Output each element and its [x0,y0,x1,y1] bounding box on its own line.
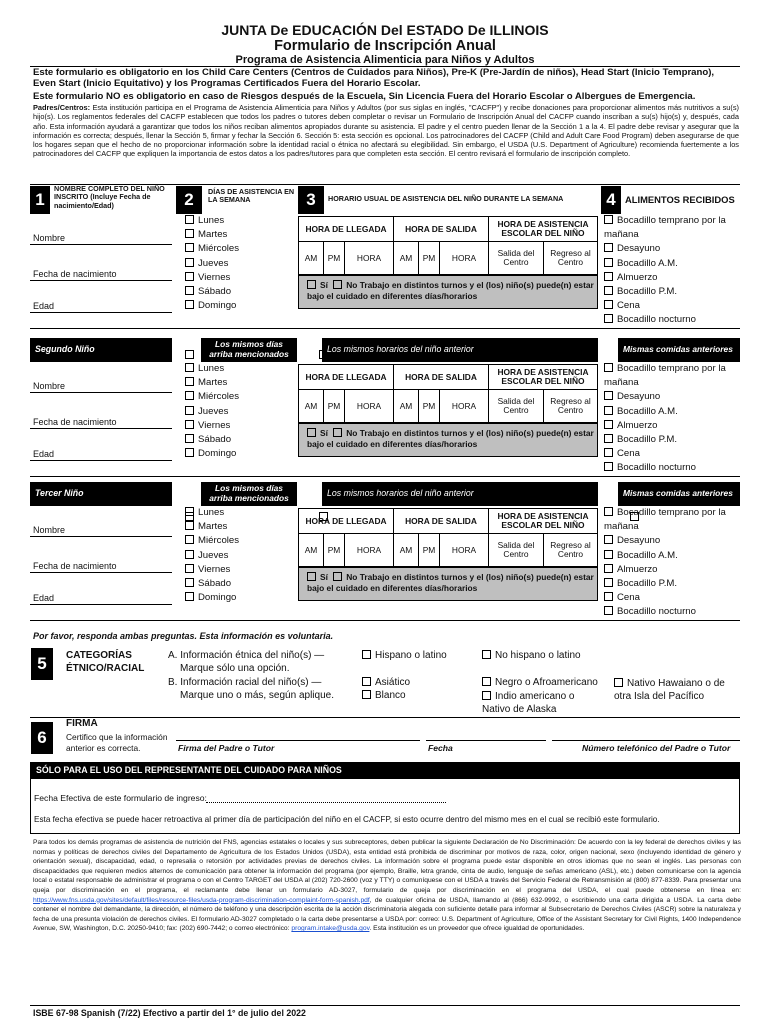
shift-row [298,423,598,457]
day-label: Sábado [198,434,232,446]
school-departure-cell[interactable]: Salida del Centro [488,533,544,567]
meal-option[interactable] [604,461,742,475]
birthdate-field[interactable] [30,280,172,281]
meal-checkbox[interactable] [604,286,613,295]
asian-checkbox[interactable] [362,677,371,686]
same-days-label: Los mismos días arriba mencionados [209,339,289,359]
name-label: Nombre [33,233,66,243]
day-option[interactable] [185,506,295,520]
section-4-number: 4 [601,186,621,214]
same-hours-label: Los mismos horarios del niño anterior [327,488,474,498]
non-hispanic-checkbox[interactable] [482,650,491,659]
white-option[interactable] [362,690,406,701]
shift-row [298,567,598,601]
section-3-number: 3 [298,186,324,214]
non-hispanic-label: No hispano o latino [495,650,581,661]
form-id: ISBE 67-98 Spanish (7/22) Efectivo a partir del 1° de julio del 2022 [33,1008,306,1018]
asian-option[interactable] [362,677,410,688]
day-checkbox[interactable] [185,300,194,309]
day-checkbox[interactable] [185,535,194,544]
meal-checkbox[interactable] [604,272,613,281]
ethnic-question: A. Información étnica del niño(s) — [168,650,325,661]
arrival-header: HORA DE LLEGADA [298,508,394,534]
same-hours-bar [322,482,598,506]
shift-yes-label: Sí [320,280,328,290]
white-checkbox[interactable] [362,690,371,699]
certify-text: Certifico que la información anterior es correcta. [66,732,168,753]
name-label: Nombre [33,381,66,391]
black-option[interactable] [482,677,598,688]
name-field[interactable] [30,536,172,537]
section-3-title: HORARIO USUAL DE ASISTENCIA DEL NIÑO DURANTE LA SEMANA [328,194,564,203]
pacific-islander-label: Nativo Hawaiano o de otra Isla del Pacífico [614,678,725,702]
date-field[interactable] [426,740,546,741]
arrival-pm-cell[interactable]: PM [323,389,345,423]
shift-no-label: No Trabajo en distintos turnos y el (los) niño(s) puede(n) estar bajo el cuidado en diferentes días/horarios [307,572,594,593]
day-checkbox[interactable] [185,363,194,372]
meal-option[interactable] [604,419,742,433]
hispanic-checkbox[interactable] [362,650,371,659]
day-option[interactable] [185,405,295,419]
meal-checkbox[interactable] [604,391,613,400]
section-2-title: DÍAS DE ASISTENCIA EN LA SEMANA [208,187,295,205]
meal-option[interactable] [604,242,742,256]
shift-row [298,275,598,309]
hispanic-label: Hispano o latino [375,650,447,661]
day-checkbox[interactable] [185,420,194,429]
form-title: Formulario de Inscripción Anual [274,38,496,54]
meal-option[interactable] [604,534,742,548]
day-option[interactable] [185,285,295,299]
phone-field[interactable] [552,740,740,741]
day-label: Jueves [198,257,229,269]
departure-am-cell[interactable]: AM [393,533,419,567]
day-label: Sábado [198,578,232,590]
meal-option[interactable] [604,285,742,299]
departure-header: HORA DE SALIDA [393,364,489,390]
meal-checkbox[interactable] [604,507,613,516]
departure-header: HORA DE SALIDA [393,216,489,242]
meal-label: Bocadillo temprano por la mañana [604,363,726,389]
meal-option[interactable] [604,506,742,534]
day-checkbox[interactable] [185,391,194,400]
signature-label: Firma del Padre o Tutor [178,743,275,753]
shift-text [307,572,597,593]
voluntary-note: Por favor, responda ambas preguntas. Esta información es voluntaria. [33,631,334,641]
shift-no-checkbox[interactable] [333,428,342,437]
nd-text-2: , de cualquier oficina de USDA, llamando al (866) 632-9992, o escribiendo una carta dirigida a USDA. La carta debe contener el nombre del demandante, la dirección, el número de teléfono y una descripción escrita de la acción discriminatoria alegada con suficiente detalle para informar al Subsecretario de Derechos Civiles (ASCR) sobre la naturaleza y fecha de una presunta violación de derechos civiles. El formulario AD-3027 completado o la carta debe presentarse a USDA por: correo: U.S. Department of Agriculture, Office of the Assistant Secretary for Civil Rights, 1400 Independence Avenue, SW, Washington, D.C. 20250-9410; fax: (202) 690-7442; o correo electrónico: [33,896,741,933]
meal-label: Desayuno [617,535,661,547]
school-return-cell[interactable]: Regreso al Centro [543,533,598,567]
meal-checkbox[interactable] [604,592,613,601]
arrival-hour-cell[interactable]: HORA [344,533,394,567]
day-option[interactable] [185,390,295,404]
departure-hour-cell[interactable]: HORA [439,533,489,567]
day-checkbox[interactable] [185,215,194,224]
day-checkbox[interactable] [185,229,194,238]
meal-label: Desayuno [617,243,661,255]
arrival-header: HORA DE LLEGADA [298,364,394,390]
birthdate-field[interactable] [30,572,172,573]
section-5-rule [30,717,740,718]
shift-text [307,428,597,449]
days-list [185,214,295,313]
same-hours-bar [322,338,598,362]
meal-option[interactable] [604,605,742,619]
day-option[interactable] [185,271,295,285]
day-label: Lunes [198,363,225,374]
agency-title: JUNTA De EDUCACIÓN Del ESTADO De ILLINOIS [221,22,549,38]
days-list [185,506,295,605]
meal-label: Almuerzo [617,563,658,575]
day-checkbox[interactable] [185,286,194,295]
meal-label: Cena [617,300,640,312]
white-label: Blanco [375,690,406,701]
non-discrimination-statement [33,838,741,934]
day-option[interactable] [185,228,295,242]
departure-pm-cell[interactable]: PM [418,533,440,567]
age-field[interactable] [30,312,172,313]
day-label: Domingo [198,300,237,312]
meal-label: Almuerzo [617,419,658,431]
school-hours-header: HORA DE ASISTENCIA ESCOLAR DEL NIÑO [488,364,598,390]
intro-label: Padres/Centros: [33,103,91,112]
meal-checkbox[interactable] [604,300,613,309]
section-2-number: 2 [176,186,202,214]
meal-checkbox[interactable] [604,448,613,457]
meal-label: Bocadillo A.M. [617,549,678,561]
day-option[interactable] [185,520,295,534]
meal-option[interactable] [604,433,742,447]
day-label: Miércoles [198,535,240,547]
intro-required: Este formulario es obligatorio en los Child Care Centers (Centros de Cuidados para Niños), Pre-K (Pre-Jardín de niños), Head Start (Inicio Temprano), Even Start (Inicio Equitativo) y los Programas Certificados Fuera del Horario Escolar. [33,67,715,90]
day-label: Sábado [198,286,232,298]
day-label: Martes [198,377,228,389]
departure-header: HORA DE SALIDA [393,508,489,534]
school-return-cell[interactable]: Regreso al Centro [543,241,598,275]
email-link[interactable]: program.intake@usda.gov [291,925,370,933]
effective-date-label: Fecha Efectiva de este formulario de ingreso: [34,793,207,803]
day-checkbox[interactable] [185,592,194,601]
meal-label: Bocadillo nocturno [617,462,696,474]
day-label: Viernes [198,563,231,575]
departure-pm-cell[interactable]: PM [418,389,440,423]
day-label: Domingo [198,448,237,460]
meal-label: Cena [617,592,640,604]
arrival-header: HORA DE LLEGADA [298,216,394,242]
day-option[interactable] [185,419,295,433]
age-field[interactable] [30,460,172,461]
meal-label: Bocadillo P.M. [617,434,678,446]
pacific-islander-option[interactable] [614,677,742,703]
school-return-cell[interactable]: Regreso al Centro [543,389,598,423]
meal-checkbox[interactable] [604,578,613,587]
meal-checkbox[interactable] [604,550,613,559]
same-hours-label: Los mismos horarios del niño anterior [327,344,474,354]
day-label: Miércoles [198,243,240,255]
school-departure-cell[interactable]: Salida del Centro [488,389,544,423]
day-checkbox[interactable] [185,406,194,415]
meal-option[interactable] [604,591,742,605]
birthdate-label: Fecha de nacimiento [33,417,117,427]
meal-option[interactable] [604,214,742,242]
hispanic-option[interactable] [362,650,447,661]
day-label: Jueves [198,405,229,417]
office-use-title: SÓLO PARA EL USO DEL REPRESENTANTE DEL CUIDADO PARA NIÑOS [36,765,342,775]
arrival-pm-cell[interactable]: PM [323,241,345,275]
meal-checkbox[interactable] [604,363,613,372]
section-5-title: CATEGORÍAS ÉTNICO/RACIAL [66,650,145,674]
meal-label: Desayuno [617,391,661,403]
age-label: Edad [33,449,55,459]
native-american-label: Indio americano o Nativo de Alaska [482,691,575,715]
day-option[interactable] [185,214,295,228]
meal-checkbox[interactable] [604,535,613,544]
meal-option[interactable] [604,447,742,461]
day-checkbox[interactable] [185,258,194,267]
phone-label: Número telefónico del Padre o Tutor [582,743,731,753]
name-field[interactable] [30,244,172,245]
child-block-rule [30,328,740,329]
meal-option[interactable] [604,549,742,563]
same-meals-bar [618,482,740,506]
section-1-number: 1 [30,186,50,214]
day-checkbox[interactable] [185,550,194,559]
day-label: Domingo [198,592,237,604]
day-label: Lunes [198,215,225,226]
day-checkbox[interactable] [185,434,194,443]
meals-list [604,214,742,328]
date-label: Fecha [428,743,453,753]
shift-no-checkbox[interactable] [333,280,342,289]
nd-text-1: Para todos los demás programas de asistencia de nutrición del FNS, agencias estatales o locales y sus subreceptores, deben publicar la siguiente Declaración de No Discriminación: De acuerdo con la ley federal de derechos civiles y las normas y políticas de derechos civiles del Departamento de Agricultura de los Estados Unidos (USDA), esta entidad está prohibida de discriminar por motivos de raza, color, origen nacional, sexo (incluyendo identidad de género y orientación sexual), discapacidad, edad, o represalia o retorsión por actividades previas de derechos civiles. La información sobre el programa puede estar disponible en otros idiomas que no sean el inglés. Las personas con discapacidades que requieren medios alternos de comunicación para obtener la información del programa (por ejemplo, Braille, letra grande, cinta de audio, lenguaje de señas americano (ASL), etc.) deben comunicarse con la agencia local o estatal responsable de administrar el programa o con el Centro TARGET del USDA al (202) 720-2600 (voz y TTY) o comuníquese con el USDA a través del Servicio Federal de Retransmisión al (800) 877-8339. Para presentar una queja por discriminación en el programa, el reclamante debe llenar un formulario AD-3027, formulario de queja por discriminación en el programa del USDA, el cual puede obtenerse en línea en: [33,839,741,894]
meals-list [604,506,742,620]
meal-checkbox[interactable] [604,215,613,224]
departure-am-cell[interactable]: AM [393,389,419,423]
nd-text-3: . Esta institución es un proveedor que ofrece igualdad de oportunidades. [369,925,585,933]
intro-paragraph [33,103,739,159]
program-title: Programa de Asistencia Alimenticia para Niños y Adultos [235,54,535,66]
departure-hour-cell[interactable]: HORA [439,241,489,275]
native-american-option[interactable] [482,690,602,716]
child-bar-label: Tercer Niño [35,488,84,498]
meal-label: Bocadillo A.M. [617,405,678,417]
day-label: Jueves [198,549,229,561]
meal-option[interactable] [604,313,742,327]
meal-label: Bocadillo P.M. [617,286,678,298]
black-checkbox[interactable] [482,677,491,686]
racial-instruction: Marque uno o más, según aplique. [180,690,334,701]
meal-label: Cena [617,448,640,460]
retroactive-note: Esta fecha efectiva se puede hacer retroactiva al primer día de participación del niño en el CACFP, si esto ocurre dentro del mismo mes en el cual se recibió este formulario. [34,815,660,824]
meal-checkbox[interactable] [604,258,613,267]
day-option[interactable] [185,447,295,461]
day-option[interactable] [185,563,295,577]
departure-am-cell[interactable]: AM [393,241,419,275]
day-label: Viernes [198,271,231,283]
day-label: Miércoles [198,391,240,403]
same-days-bar [201,482,297,506]
shift-text [307,280,597,301]
child-bar-label: Segundo Niño [35,344,95,354]
day-checkbox[interactable] [185,507,194,516]
meal-option[interactable] [604,563,742,577]
meal-option[interactable] [604,362,742,390]
same-days-label: Los mismos días arriba mencionados [209,483,289,503]
day-label: Lunes [198,507,225,518]
shift-no-checkbox[interactable] [333,572,342,581]
intro-not-required: Este formulario NO es obligatorio en caso de Riesgos después de la Escuela, Sin Licencia Fuera del Horario Escolar o Albergues de Emergencia. [33,91,696,102]
asian-label: Asiático [375,677,411,688]
arrival-pm-cell[interactable]: PM [323,533,345,567]
meal-option[interactable] [604,257,742,271]
day-option[interactable] [185,433,295,447]
day-checkbox[interactable] [185,448,194,457]
native-american-checkbox[interactable] [482,691,491,700]
child-bar [30,482,172,506]
days-list [185,362,295,461]
same-days-checkbox[interactable] [185,350,194,359]
section-5-number: 5 [31,648,53,680]
day-checkbox[interactable] [185,564,194,573]
meal-label: Bocadillo temprano por la mañana [604,507,726,533]
meal-checkbox[interactable] [604,462,613,471]
birthdate-field[interactable] [30,428,172,429]
meal-checkbox[interactable] [604,420,613,429]
meal-checkbox[interactable] [604,406,613,415]
shift-yes-label: Sí [320,572,328,582]
section-1-title: NOMBRE COMPLETO DEL NIÑO INSCRITO (Incluye Fecha de nacimiento/Edad) [54,184,165,210]
name-field[interactable] [30,392,172,393]
same-meals-label: Mismas comidas anteriores [623,488,733,498]
meal-option[interactable] [604,577,742,591]
arrival-am-cell[interactable]: AM [298,241,324,275]
meal-checkbox[interactable] [604,243,613,252]
signature-field[interactable] [176,740,420,741]
racial-question: B. Información racial del niño(s) — [168,677,322,688]
day-label: Martes [198,229,228,241]
non-hispanic-option[interactable] [482,650,581,661]
same-meals-label: Mismas comidas anteriores [623,344,733,354]
birthdate-label: Fecha de nacimiento [33,561,117,571]
shift-yes-checkbox[interactable] [307,572,316,581]
day-option[interactable] [185,549,295,563]
birthdate-label: Fecha de nacimiento [33,269,117,279]
ethnic-instruction: Marque sólo una opción. [180,663,290,674]
day-label: Martes [198,521,228,533]
child-bar [30,338,172,362]
child-block-rule [30,476,740,477]
arrival-hour-cell[interactable]: HORA [344,241,394,275]
same-days-bar [201,338,297,362]
meal-label: Almuerzo [617,271,658,283]
day-checkbox[interactable] [185,521,194,530]
age-label: Edad [33,301,55,311]
school-hours-header: HORA DE ASISTENCIA ESCOLAR DEL NIÑO [488,216,598,242]
name-label: Nombre [33,525,66,535]
meal-checkbox[interactable] [604,314,613,323]
school-departure-cell[interactable]: Salida del Centro [488,241,544,275]
day-option[interactable] [185,376,295,390]
meal-option[interactable] [604,299,742,313]
day-option[interactable] [185,591,295,605]
day-checkbox[interactable] [185,377,194,386]
meal-label: Bocadillo nocturno [617,606,696,618]
day-option[interactable] [185,534,295,548]
meal-checkbox[interactable] [604,606,613,615]
intro-text: Esta institución participa en el Programa de Asistencia Alimenticia para Niños y Adultos (por sus siglas en inglés, "CACFP") y recibe donaciones para proporcionar alimentos más nutritivos a su(s) hijo(s). Los reglamentos federales del CACFP establecen que todos los padres o tutores deben completar o revisar un Formulario de Inscripción Anual del CACFP cuando inscriban a su(s) hijo(s) y, después, cada año. Esta información ayudará a garantizar que todos los niños reciban alimentos apropiados durante su asistencia. El padre y el centro pueden llenar de la Sección 1 a la 4. El padre debe revisar y asegurar que la información es correcta; después, llenar la Sección 5, firmar y fechar la Sección 6. Sección 5: esta sección es opcional. Los patrocinadores del CACFP (Child and Adult Care Food Program) deben asegurarse de que los hogares sepan que el hecho de no proporcionar información sobre la identidad racial o étnica no afectará su elegibilidad. Sin embargo, el USDA (U.S. Department of Agriculture) recomienda fuertemente a los patrocinadores del CACFP que expliquen la importancia de estos datos a los padres/tutores para que completen esta sección. El centro revisará el formulario de inscripción completo. [33,103,739,159]
shift-no-label: No Trabajo en distintos turnos y el (los) niño(s) puede(n) estar bajo el cuidado en diferentes días/horarios [307,280,594,301]
day-checkbox[interactable] [185,272,194,281]
black-label: Negro o Afroamericano [495,677,598,688]
complaint-form-link[interactable]: https://www.fns.usda.gov/sites/default/files/resource-files/usda-program-discrimination-complaint-form-spanish.pdf [33,896,370,904]
day-checkbox[interactable] [185,578,194,587]
office-use-box [30,778,740,834]
pacific-islander-checkbox[interactable] [614,678,623,687]
departure-hour-cell[interactable]: HORA [439,389,489,423]
day-option[interactable] [185,362,295,376]
age-label: Edad [33,593,55,603]
shift-yes-checkbox[interactable] [307,280,316,289]
meal-label: Bocadillo temprano por la mañana [604,215,726,241]
meal-label: Bocadillo P.M. [617,578,678,590]
school-hours-header: HORA DE ASISTENCIA ESCOLAR DEL NIÑO [488,508,598,534]
section-6-title: FIRMA [66,718,98,729]
same-meals-bar [618,338,740,362]
meal-checkbox[interactable] [604,434,613,443]
meal-option[interactable] [604,405,742,419]
office-use-bar [30,762,740,778]
section-6-number: 6 [31,722,53,754]
footer-rule [30,1005,740,1006]
meal-option[interactable] [604,271,742,285]
age-field[interactable] [30,604,172,605]
day-option[interactable] [185,299,295,313]
day-option[interactable] [185,257,295,271]
shift-no-label: No Trabajo en distintos turnos y el (los) niño(s) puede(n) estar bajo el cuidado en diferentes días/horarios [307,428,594,449]
child-block-rule [30,620,740,621]
meal-checkbox[interactable] [604,564,613,573]
day-option[interactable] [185,577,295,591]
meal-label: Bocadillo A.M. [617,257,678,269]
effective-date-field[interactable] [206,802,446,803]
day-option[interactable] [185,242,295,256]
shift-yes-checkbox[interactable] [307,428,316,437]
arrival-hour-cell[interactable]: HORA [344,389,394,423]
day-checkbox[interactable] [185,243,194,252]
shift-yes-label: Sí [320,428,328,438]
arrival-am-cell[interactable]: AM [298,389,324,423]
meal-label: Bocadillo nocturno [617,314,696,326]
departure-pm-cell[interactable]: PM [418,241,440,275]
arrival-am-cell[interactable]: AM [298,533,324,567]
section-4-title: ALIMENTOS RECIBIDOS [625,194,735,205]
meal-option[interactable] [604,390,742,404]
day-label: Viernes [198,419,231,431]
meals-list [604,362,742,476]
